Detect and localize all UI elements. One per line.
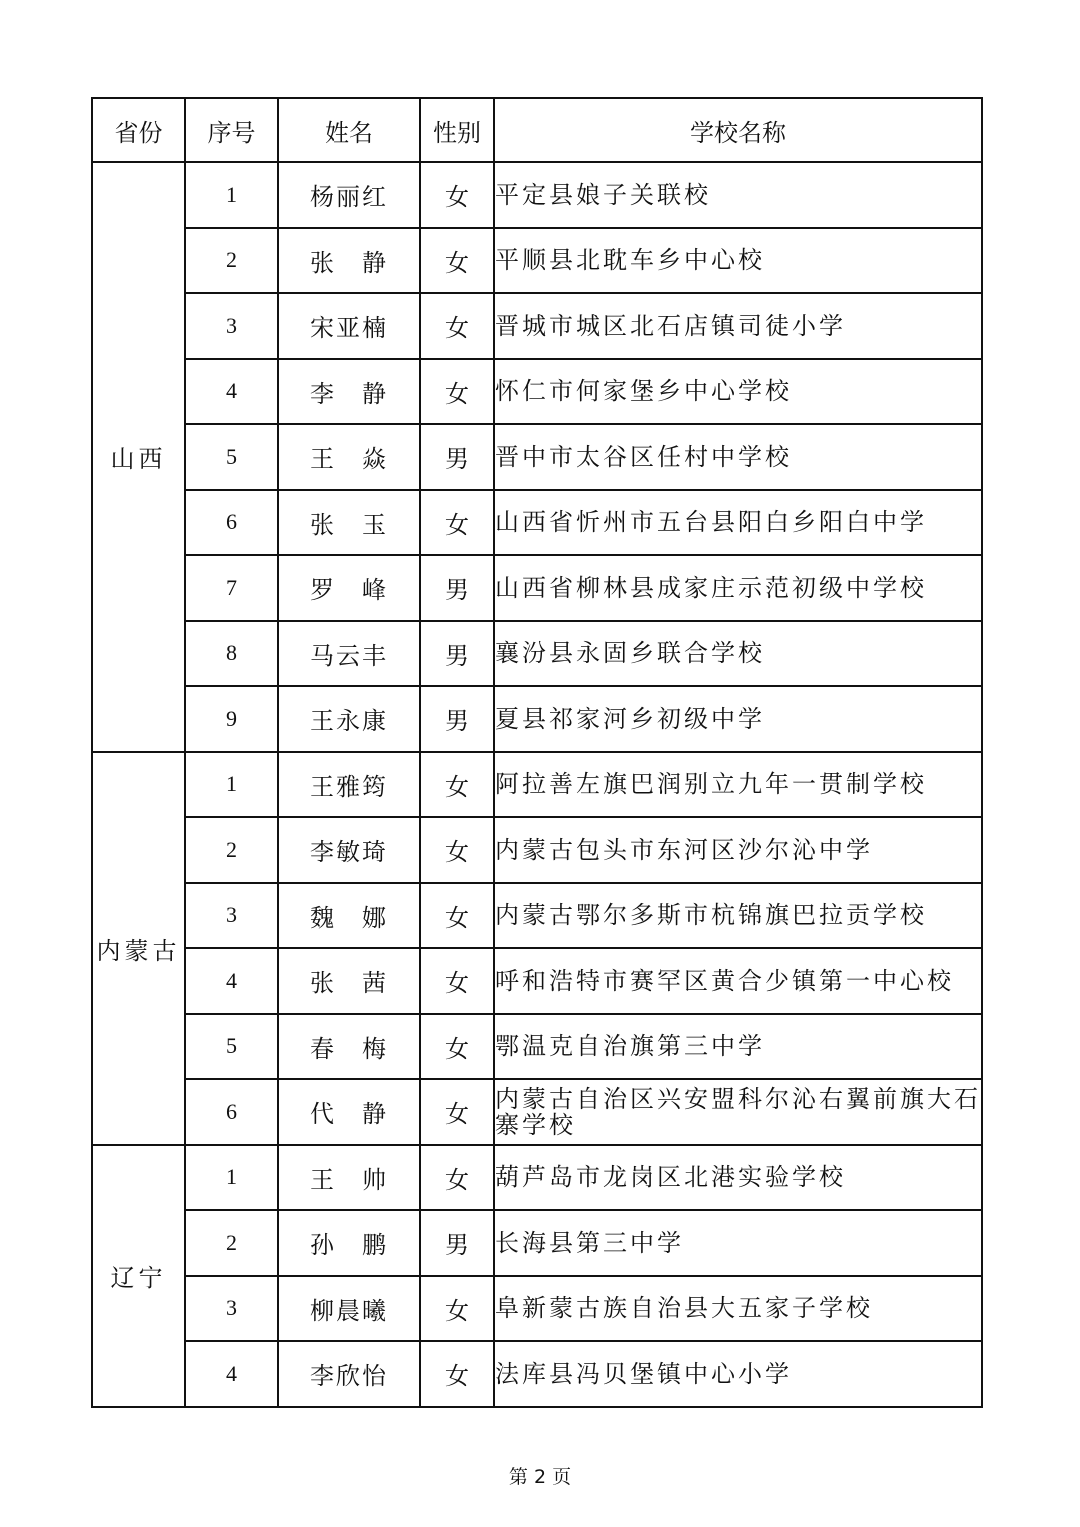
table-row [92,1210,982,1276]
header-name: 姓名 [278,98,420,162]
table-row [92,883,982,949]
school-cell: 鄂温克自治旗第三中学 [494,1014,982,1080]
gender-cell: 男 [420,424,494,490]
table-row [92,162,982,228]
name-cell: 王永康 [278,686,420,752]
name-cell: 柳晨曦 [278,1276,420,1342]
school-cell: 法库县冯贝堡镇中心小学 [494,1341,982,1407]
seq-cell: 4 [185,359,278,425]
seq-cell: 6 [185,490,278,556]
header-seq: 序号 [185,98,278,162]
seq-cell: 4 [185,948,278,1014]
seq-cell: 1 [185,162,278,228]
gender-cell: 男 [420,686,494,752]
table-row [92,1341,982,1407]
header-gender: 性别 [420,98,494,162]
gender-cell: 女 [420,1145,494,1211]
seq-cell: 7 [185,555,278,621]
school-cell: 平定县娘子关联校 [494,162,982,228]
table-row [92,1145,982,1211]
school-cell: 长海县第三中学 [494,1210,982,1276]
page-number: 第 2 页 [508,1466,572,1488]
gender-cell: 女 [420,228,494,294]
name-cell: 李敏琦 [278,817,420,883]
name-cell: 王 帅 [278,1145,420,1211]
name-cell: 宋亚楠 [278,293,420,359]
name-cell: 代 静 [278,1079,420,1145]
gender-cell: 女 [420,948,494,1014]
seq-cell: 2 [185,228,278,294]
gender-cell: 女 [420,883,494,949]
table-row [92,752,982,818]
table-row [92,621,982,687]
school-cell: 山西省忻州市五台县阳白乡阳白中学 [494,490,982,556]
province-cell: 内蒙古 [92,752,185,1145]
seq-cell: 9 [185,686,278,752]
seq-cell: 3 [185,1276,278,1342]
header-school: 学校名称 [494,98,982,162]
school-cell: 阜新蒙古族自治县大五家子学校 [494,1276,982,1342]
table-row [92,1079,982,1145]
table-body [92,162,982,1407]
seq-cell: 1 [185,752,278,818]
name-cell: 李 静 [278,359,420,425]
gender-cell: 女 [420,1341,494,1407]
gender-cell: 女 [420,1276,494,1342]
gender-cell: 女 [420,359,494,425]
school-cell: 内蒙古包头市东河区沙尔沁中学 [494,817,982,883]
name-cell: 魏 娜 [278,883,420,949]
seq-cell: 8 [185,621,278,687]
name-cell: 张 茜 [278,948,420,1014]
table-header [92,98,982,162]
gender-cell: 女 [420,1079,494,1145]
gender-cell: 女 [420,752,494,818]
school-cell: 呼和浩特市赛罕区黄合少镇第一中心校 [494,948,982,1014]
name-cell: 张 静 [278,228,420,294]
name-cell: 王 焱 [278,424,420,490]
name-cell: 张 玉 [278,490,420,556]
table-row [92,424,982,490]
name-cell: 马云丰 [278,621,420,687]
seq-cell: 5 [185,1014,278,1080]
seq-cell: 2 [185,817,278,883]
seq-cell: 1 [185,1145,278,1211]
seq-cell: 3 [185,293,278,359]
school-cell: 山西省柳林县成家庄示范初级中学校 [494,555,982,621]
seq-cell: 5 [185,424,278,490]
header-province: 省份 [92,98,185,162]
gender-cell: 男 [420,555,494,621]
name-cell: 罗 峰 [278,555,420,621]
school-cell: 葫芦岛市龙岗区北港实验学校 [494,1145,982,1211]
seq-cell: 3 [185,883,278,949]
table-row [92,686,982,752]
gender-cell: 女 [420,817,494,883]
table-row [92,228,982,294]
school-cell: 襄汾县永固乡联合学校 [494,621,982,687]
gender-cell: 女 [420,293,494,359]
gender-cell: 女 [420,162,494,228]
table-row [92,817,982,883]
name-cell: 杨丽红 [278,162,420,228]
name-cell: 孙 鹏 [278,1210,420,1276]
table-row [92,1014,982,1080]
seq-cell: 4 [185,1341,278,1407]
table-row [92,359,982,425]
gender-cell: 男 [420,621,494,687]
header-row [92,98,982,162]
table-row [92,293,982,359]
name-cell: 王雅筠 [278,752,420,818]
school-cell: 阿拉善左旗巴润别立九年一贯制学校 [494,752,982,818]
school-cell: 内蒙古鄂尔多斯市杭锦旗巴拉贡学校 [494,883,982,949]
school-cell: 内蒙古自治区兴安盟科尔沁右翼前旗大石寨学校 [494,1079,982,1145]
name-cell: 春 梅 [278,1014,420,1080]
gender-cell: 女 [420,1014,494,1080]
gender-cell: 女 [420,490,494,556]
table-row [92,555,982,621]
school-cell: 怀仁市何家堡乡中心学校 [494,359,982,425]
roster-table [91,97,983,1408]
name-cell: 李欣怡 [278,1341,420,1407]
gender-cell: 男 [420,1210,494,1276]
seq-cell: 2 [185,1210,278,1276]
school-cell: 夏县祁家河乡初级中学 [494,686,982,752]
province-cell: 辽宁 [92,1145,185,1407]
province-cell: 山西 [92,162,185,752]
table-row [92,490,982,556]
seq-cell: 6 [185,1079,278,1145]
school-cell: 晋中市太谷区任村中学校 [494,424,982,490]
table-row [92,948,982,1014]
school-cell: 晋城市城区北石店镇司徒小学 [494,293,982,359]
table-row [92,1276,982,1342]
school-cell: 平顺县北耽车乡中心校 [494,228,982,294]
